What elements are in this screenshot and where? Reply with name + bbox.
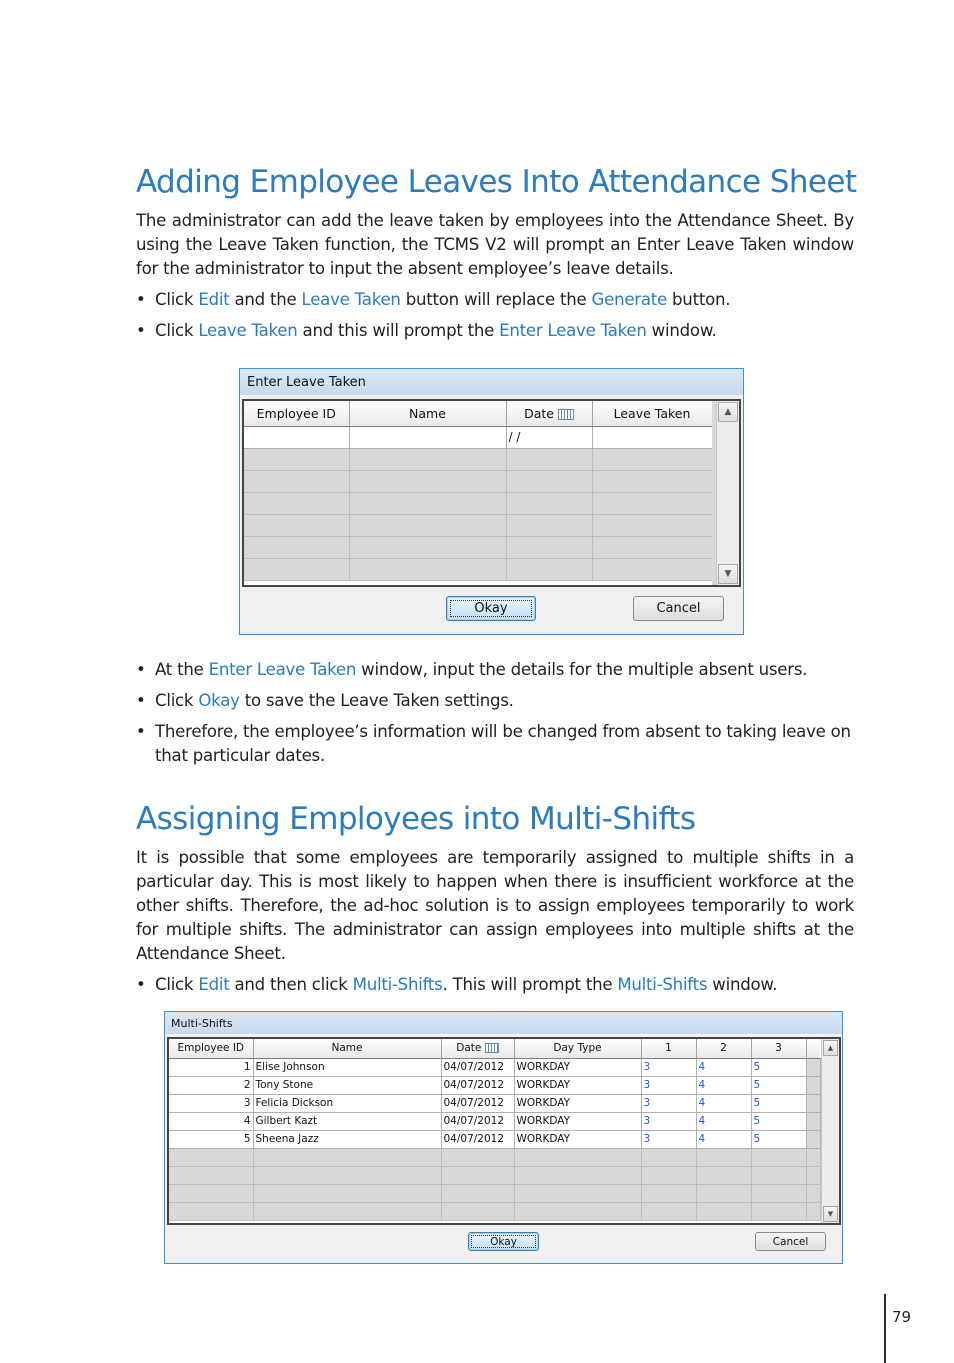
section-intro-leaves: The administrator can add the leave taken by employees into the Attendance Sheet. By using the Leave Taken function, the TCMS V2 will prompt an Enter Leave Taken window for the administrator to input the absent employee’s leave details. (136, 211, 854, 278)
date-cell[interactable]: 04/07/2012 (441, 1130, 514, 1148)
multi-shifts-dialog (164, 1011, 843, 1264)
shift-1-cell[interactable]: 3 (641, 1112, 696, 1130)
cancel-button[interactable]: Cancel (633, 596, 724, 621)
okay-button[interactable]: Okay (468, 1232, 539, 1251)
shift-1-cell[interactable]: 3 (641, 1058, 696, 1076)
table-row (169, 1184, 820, 1202)
table-row (169, 1148, 820, 1166)
ui-term: Okay (198, 691, 240, 710)
column-header-day-type[interactable]: Day Type (514, 1039, 641, 1058)
column-header-shift-1[interactable]: 1 (641, 1039, 696, 1058)
day-type-cell[interactable]: WORKDAY (514, 1058, 641, 1076)
day-type-cell[interactable]: WORKDAY (514, 1130, 641, 1148)
employee-id-cell[interactable]: 1 (169, 1058, 253, 1076)
day-type-cell[interactable]: WORKDAY (514, 1112, 641, 1130)
ui-term: Edit (198, 975, 230, 994)
column-header-date[interactable]: Date (506, 401, 592, 426)
shift-2-cell[interactable]: 4 (696, 1058, 751, 1076)
shift-3-cell[interactable]: 5 (751, 1112, 806, 1130)
shift-1-cell[interactable]: 3 (641, 1130, 696, 1148)
column-header-employee-id[interactable]: Employee ID (244, 401, 349, 426)
table-row (244, 514, 712, 536)
table-row[interactable] (169, 1112, 820, 1130)
scroll-down-icon[interactable]: ▼ (823, 1206, 838, 1222)
bullet-item: • Click Edit and the Leave Taken button will replace the Generate button. (136, 290, 731, 309)
ui-term: Multi-Shifts (352, 975, 443, 994)
name-cell[interactable]: Felicia Dickson (253, 1094, 441, 1112)
shift-3-cell[interactable]: 5 (751, 1076, 806, 1094)
calendar-icon (558, 409, 574, 420)
employee-id-cell[interactable]: 3 (169, 1094, 253, 1112)
column-header-name[interactable]: Name (253, 1039, 441, 1058)
calendar-icon (485, 1043, 499, 1053)
shift-2-cell[interactable]: 4 (696, 1130, 751, 1148)
leave-grid (242, 399, 741, 587)
shift-3-cell[interactable]: 5 (751, 1094, 806, 1112)
shift-1-cell[interactable]: 3 (641, 1094, 696, 1112)
dialog-title: Multi-Shifts (171, 1017, 233, 1030)
shift-2-cell[interactable]: 4 (696, 1112, 751, 1130)
bullet-item: • Click Leave Taken and this will prompt the Enter Leave Taken window. (136, 321, 717, 340)
day-type-cell[interactable]: WORKDAY (514, 1076, 641, 1094)
scroll-down-icon[interactable]: ▼ (718, 564, 738, 584)
name-cell[interactable]: Sheena Jazz (253, 1130, 441, 1148)
vertical-scrollbar[interactable] (821, 1039, 839, 1223)
section-title-multishifts: Assigning Employees into Multi-Shifts (136, 801, 696, 837)
ui-term: Edit (198, 290, 230, 309)
ui-term: Leave Taken (301, 290, 401, 309)
table-row (169, 1166, 820, 1184)
vertical-scrollbar[interactable] (716, 401, 739, 585)
name-cell[interactable] (349, 426, 506, 448)
multi-shifts-grid (167, 1037, 841, 1225)
scroll-up-icon[interactable]: ▲ (823, 1040, 838, 1056)
bullet-item: • Therefore, the employee’s information will be changed from absent to taking leave on that particular dates. (136, 722, 851, 765)
shift-3-cell[interactable]: 5 (751, 1058, 806, 1076)
table-row (244, 558, 712, 580)
column-header-employee-id[interactable]: Employee ID (169, 1039, 253, 1058)
ui-term: Enter Leave Taken (499, 321, 647, 340)
page-number: 79 (892, 1308, 912, 1326)
footer-rule (884, 1294, 886, 1363)
table-row[interactable] (169, 1076, 820, 1094)
shift-1-cell[interactable]: 3 (641, 1076, 696, 1094)
bullet-item: • At the Enter Leave Taken window, input the details for the multiple absent users. (136, 660, 808, 679)
leave-taken-cell[interactable] (592, 426, 712, 448)
date-cell[interactable]: 04/07/2012 (441, 1094, 514, 1112)
bullet-item: • Click Edit and then click Multi-Shifts. This will prompt the Multi-Shifts window. (136, 975, 778, 994)
date-cell[interactable]: 04/07/2012 (441, 1076, 514, 1094)
dialog-titlebar (240, 369, 743, 395)
ui-term: Multi-Shifts (617, 975, 708, 994)
name-cell[interactable]: Gilbert Kazt (253, 1112, 441, 1130)
employee-id-cell[interactable] (244, 426, 349, 448)
column-header-shift-3[interactable]: 3 (751, 1039, 806, 1058)
column-header-name[interactable]: Name (349, 401, 506, 426)
table-row[interactable] (244, 426, 712, 448)
shift-2-cell[interactable]: 4 (696, 1094, 751, 1112)
ui-term: Enter Leave Taken (208, 660, 357, 679)
dialog-titlebar (165, 1012, 842, 1034)
shift-2-cell[interactable]: 4 (696, 1076, 751, 1094)
okay-button[interactable]: Okay (446, 596, 536, 621)
column-header-date[interactable]: Date (441, 1039, 514, 1058)
table-row (169, 1202, 820, 1220)
date-cell[interactable]: 04/07/2012 (441, 1058, 514, 1076)
ui-term: Leave Taken (198, 321, 298, 340)
date-cell[interactable]: 04/07/2012 (441, 1112, 514, 1130)
section-title-leaves: Adding Employee Leaves Into Attendance Sheet (136, 164, 857, 200)
shift-3-cell[interactable]: 5 (751, 1130, 806, 1148)
employee-id-cell[interactable]: 5 (169, 1130, 253, 1148)
employee-id-cell[interactable]: 4 (169, 1112, 253, 1130)
bullet-item: • Click Okay to save the Leave Taken settings. (136, 691, 514, 710)
dialog-title: Enter Leave Taken (247, 375, 366, 390)
table-row (244, 492, 712, 514)
table-row (244, 536, 712, 558)
name-cell[interactable]: Tony Stone (253, 1076, 441, 1094)
date-cell[interactable]: / / (506, 426, 592, 448)
ui-term: Generate (591, 290, 667, 309)
table-row[interactable] (169, 1058, 820, 1076)
column-header-leave-taken[interactable]: Leave Taken (592, 401, 712, 426)
table-row[interactable] (169, 1094, 820, 1112)
cancel-button[interactable]: Cancel (755, 1232, 826, 1251)
table-row (244, 470, 712, 492)
enter-leave-taken-dialog (239, 368, 744, 635)
day-type-cell[interactable]: WORKDAY (514, 1094, 641, 1112)
section-intro-multishifts: It is possible that some employees are temporarily assigned to multiple shifts in a particular day. This is most likely to happen when there is insufficient workforce at the other shifts. Therefore, the ad-hoc solution is to assign employees temporarily to work for multiple shifts. The administrator can assign employees into multiple shifts at the Attendance Sheet. (136, 848, 854, 963)
table-row (244, 448, 712, 470)
scroll-up-icon[interactable]: ▲ (718, 402, 738, 422)
employee-id-cell[interactable]: 2 (169, 1076, 253, 1094)
table-row[interactable] (169, 1130, 820, 1148)
name-cell[interactable]: Elise Johnson (253, 1058, 441, 1076)
column-header-shift-2[interactable]: 2 (696, 1039, 751, 1058)
